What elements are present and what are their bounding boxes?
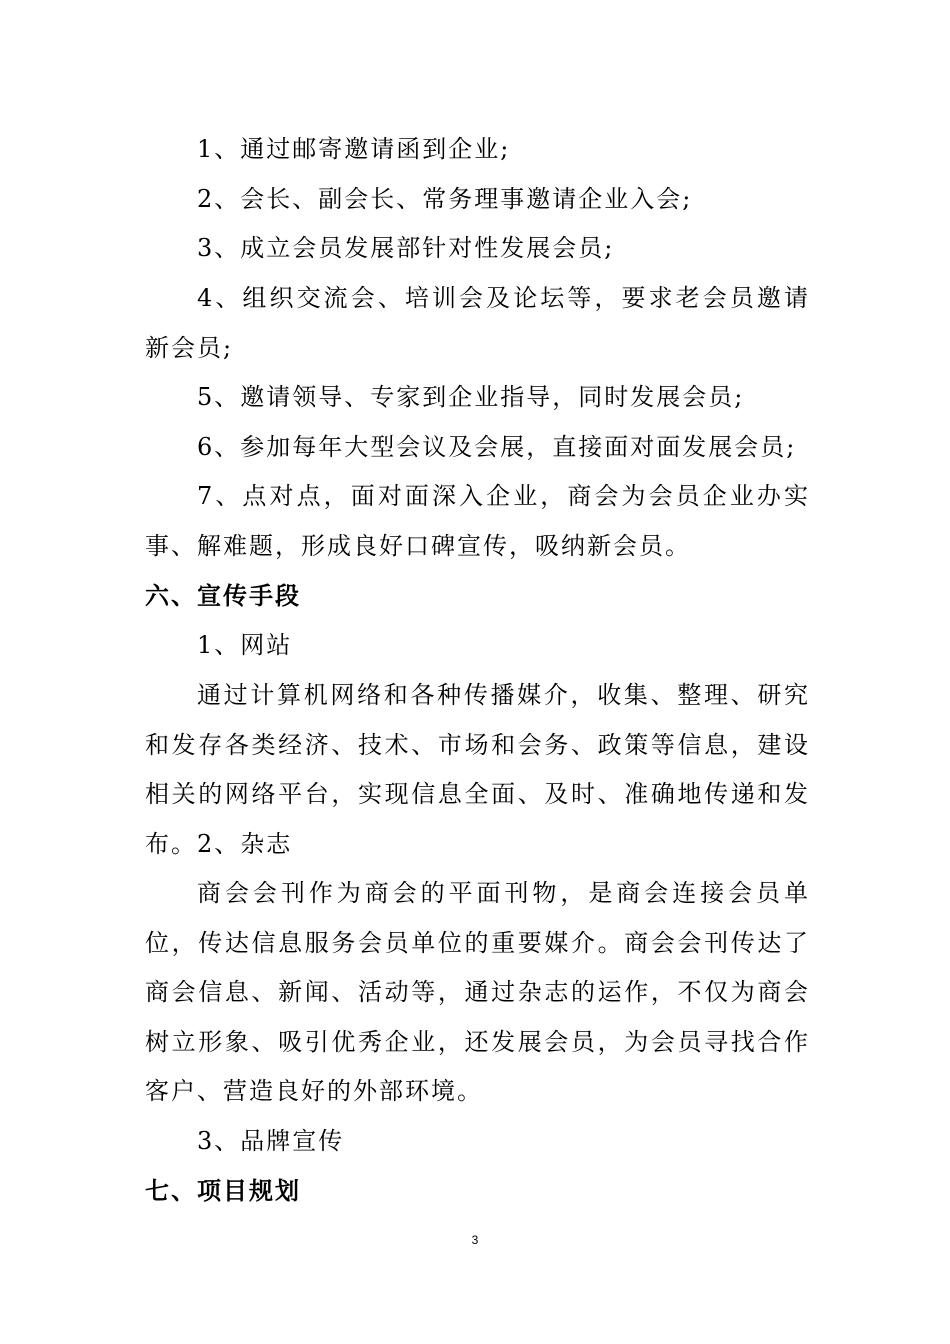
page-number: 3 <box>471 1233 479 1247</box>
list-item: 1、通过邮寄邀请函到企业; <box>197 135 511 163</box>
list-item: 4、组织交流会、培训会及论坛等，要求老会员邀请新会员; <box>145 284 810 362</box>
paragraph-magazine: 商会会刊作为商会的平面刊物，是商会连接会员单位，传达信息服务会员单位的重要媒介。商会会刊传达了商会信息、新闻、活动等，通过杂志的运作，不仅为商会树立形象、吸引优秀企业，还发展会员，为会员寻找合作客户、营造良好的外部环境。 <box>145 879 810 1105</box>
sub-item-title-magazine: 2、杂志 <box>197 830 293 858</box>
sub-item-title-website: 1、网站 <box>197 631 293 659</box>
list-item: 6、参加每年大型会议及会展，直接面对面发展会员; <box>197 433 797 461</box>
section-heading-planning: 七、项目规划 <box>145 1177 301 1205</box>
paragraph-website: 通过计算机网络和各种传播媒介，收集、整理、研究和发存各类经济、技术、市场和会务、政策等信息，建设相关的网络平台，实现信息全面、及时、准确地传递和发布。 <box>145 681 810 858</box>
list-item: 3、成立会员发展部针对性发展会员; <box>197 234 615 262</box>
list-item: 5、邀请领导、专家到企业指导，同时发展会员; <box>197 383 745 411</box>
sub-item-title-brand: 3、品牌宣传 <box>197 1127 345 1155</box>
list-item: 7、点对点，面对面深入企业，商会为会员企业办实事、解难题，形成良好口碑宣传，吸纳新会员。 <box>145 482 810 560</box>
section-heading-publicity: 六、宣传手段 <box>145 582 301 610</box>
list-item: 2、会长、副会长、常务理事邀请企业入会; <box>197 185 693 213</box>
